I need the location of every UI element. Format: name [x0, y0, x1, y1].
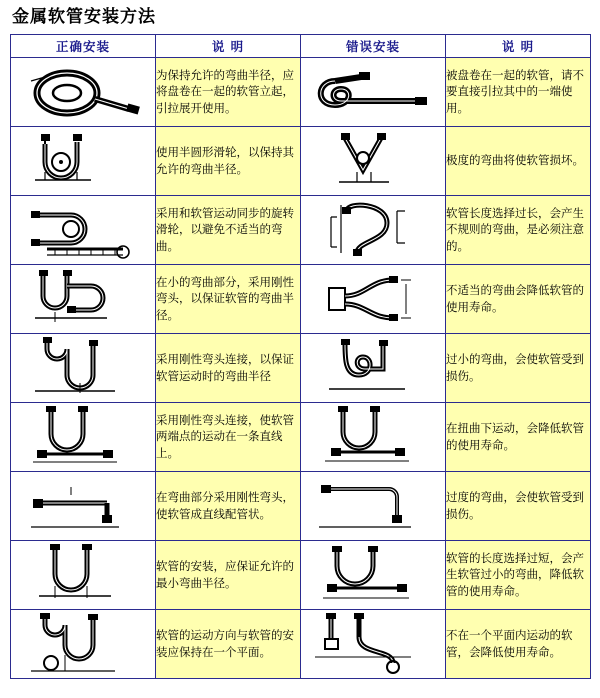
figure-cell-wrong	[301, 126, 446, 195]
note-correct: 软管的安装，应保证允许的最小弯曲半径。	[156, 540, 301, 609]
figure-cell-correct	[11, 333, 156, 402]
table-header-row	[11, 34, 591, 57]
note-correct: 采用刚性弯头连接，以保证软管运动时的弯曲半径	[156, 333, 301, 402]
header-correct-install: 正确安装	[11, 34, 156, 57]
note-correct: 在小的弯曲部分，采用刚性弯头，以保证软管的弯曲半径。	[156, 264, 301, 333]
note-correct: 软管的运动方向与软管的安装应保持在一个平面。	[156, 609, 301, 678]
figure-cell-wrong	[301, 333, 446, 402]
figure-cell-wrong	[301, 264, 446, 333]
table-row	[11, 264, 591, 333]
note-correct: 在弯曲部分采用刚性弯头，使软管成直线配管状。	[156, 471, 301, 540]
figure-cell-wrong	[301, 195, 446, 264]
rigid-bend-small-radius-section-icon	[11, 266, 154, 332]
motion-direction-same-plane-icon	[11, 611, 154, 677]
coiled-hose-standing-reel-icon	[11, 59, 154, 125]
figure-cell-correct	[11, 264, 156, 333]
table-row	[11, 333, 591, 402]
too-small-bend-damage-icon	[301, 335, 444, 401]
twisting-motion-reduces-life-icon	[301, 404, 444, 470]
table-row	[11, 402, 591, 471]
note-wrong: 软管长度选择过长，会产生不规则的弯曲，是必须注意的。	[446, 195, 591, 264]
note-wrong: 被盘卷在一起的软管，请不要直接引拉其中的一端使用。	[446, 57, 591, 126]
note-wrong: 极度的弯曲将使软管损坏。	[446, 126, 591, 195]
rigid-elbow-connection-u-bend-icon	[11, 335, 154, 401]
table-row	[11, 609, 591, 678]
note-correct: 采用刚性弯头连接，使软管两端点的运动在一条直线上。	[156, 402, 301, 471]
hose-over-sharp-v-pulley-icon	[301, 128, 444, 194]
page-title: 金属软管安装方法	[12, 7, 156, 27]
figure-cell-correct	[11, 57, 156, 126]
note-wrong: 不在一个平面内运动的软管，会降低使用寿命。	[446, 609, 591, 678]
hose-too-long-small-bend-icon	[301, 542, 444, 608]
header-wrong-install: 错误安装	[301, 34, 446, 57]
motion-not-in-one-plane-icon	[301, 611, 444, 677]
header-correct-note: 说 明	[156, 34, 301, 57]
improper-bend-reduces-life-icon	[301, 266, 444, 332]
hose-too-long-irregular-bend-icon	[301, 197, 444, 263]
excessive-bend-damage-icon	[301, 473, 444, 539]
figure-cell-correct	[11, 540, 156, 609]
figure-cell-wrong	[301, 540, 446, 609]
note-wrong: 软管的长度选择过短，会产生软管过小的弯曲，降低软管的使用寿命。	[446, 540, 591, 609]
figure-cell-wrong	[301, 471, 446, 540]
figure-cell-correct	[11, 195, 156, 264]
coiled-hose-pulled-straight-icon	[301, 59, 444, 125]
table-row	[11, 126, 591, 195]
rigid-elbows-both-ends-straight-line-icon	[11, 404, 154, 470]
note-correct: 使用半圆形滑轮，以保持其允许的弯曲半径。	[156, 126, 301, 195]
note-correct: 为保持允许的弯曲半径，应将盘卷在一起的软管立起，引拉展开使用。	[156, 57, 301, 126]
figure-cell-correct	[11, 126, 156, 195]
figure-cell-wrong	[301, 402, 446, 471]
note-wrong: 过度的弯曲，会使软管受到损伤。	[446, 471, 591, 540]
note-wrong: 不适当的弯曲会降低软管的使用寿命。	[446, 264, 591, 333]
figure-cell-correct	[11, 609, 156, 678]
note-wrong: 过小的弯曲，会使软管受到损伤。	[446, 333, 591, 402]
note-wrong: 在扭曲下运动，会降低软管的使用寿命。	[446, 402, 591, 471]
rigid-elbow-straight-pipe-layout-icon	[11, 473, 154, 539]
table-row	[11, 540, 591, 609]
table-row	[11, 57, 591, 126]
minimum-allowable-bend-radius-install-icon	[11, 542, 154, 608]
table-row	[11, 471, 591, 540]
figure-cell-correct	[11, 402, 156, 471]
hose-over-half-round-pulley-icon	[11, 128, 154, 194]
figure-cell-wrong	[301, 57, 446, 126]
table-row	[11, 195, 591, 264]
figure-cell-correct	[11, 471, 156, 540]
figure-cell-wrong	[301, 609, 446, 678]
note-correct: 采用和软管运动同步的旋转滑轮，以避免不适当的弯曲。	[156, 195, 301, 264]
hose-on-rotating-pulley-chain-icon	[11, 197, 154, 263]
header-wrong-note: 说 明	[446, 34, 591, 57]
hose-installation-table	[10, 34, 591, 679]
